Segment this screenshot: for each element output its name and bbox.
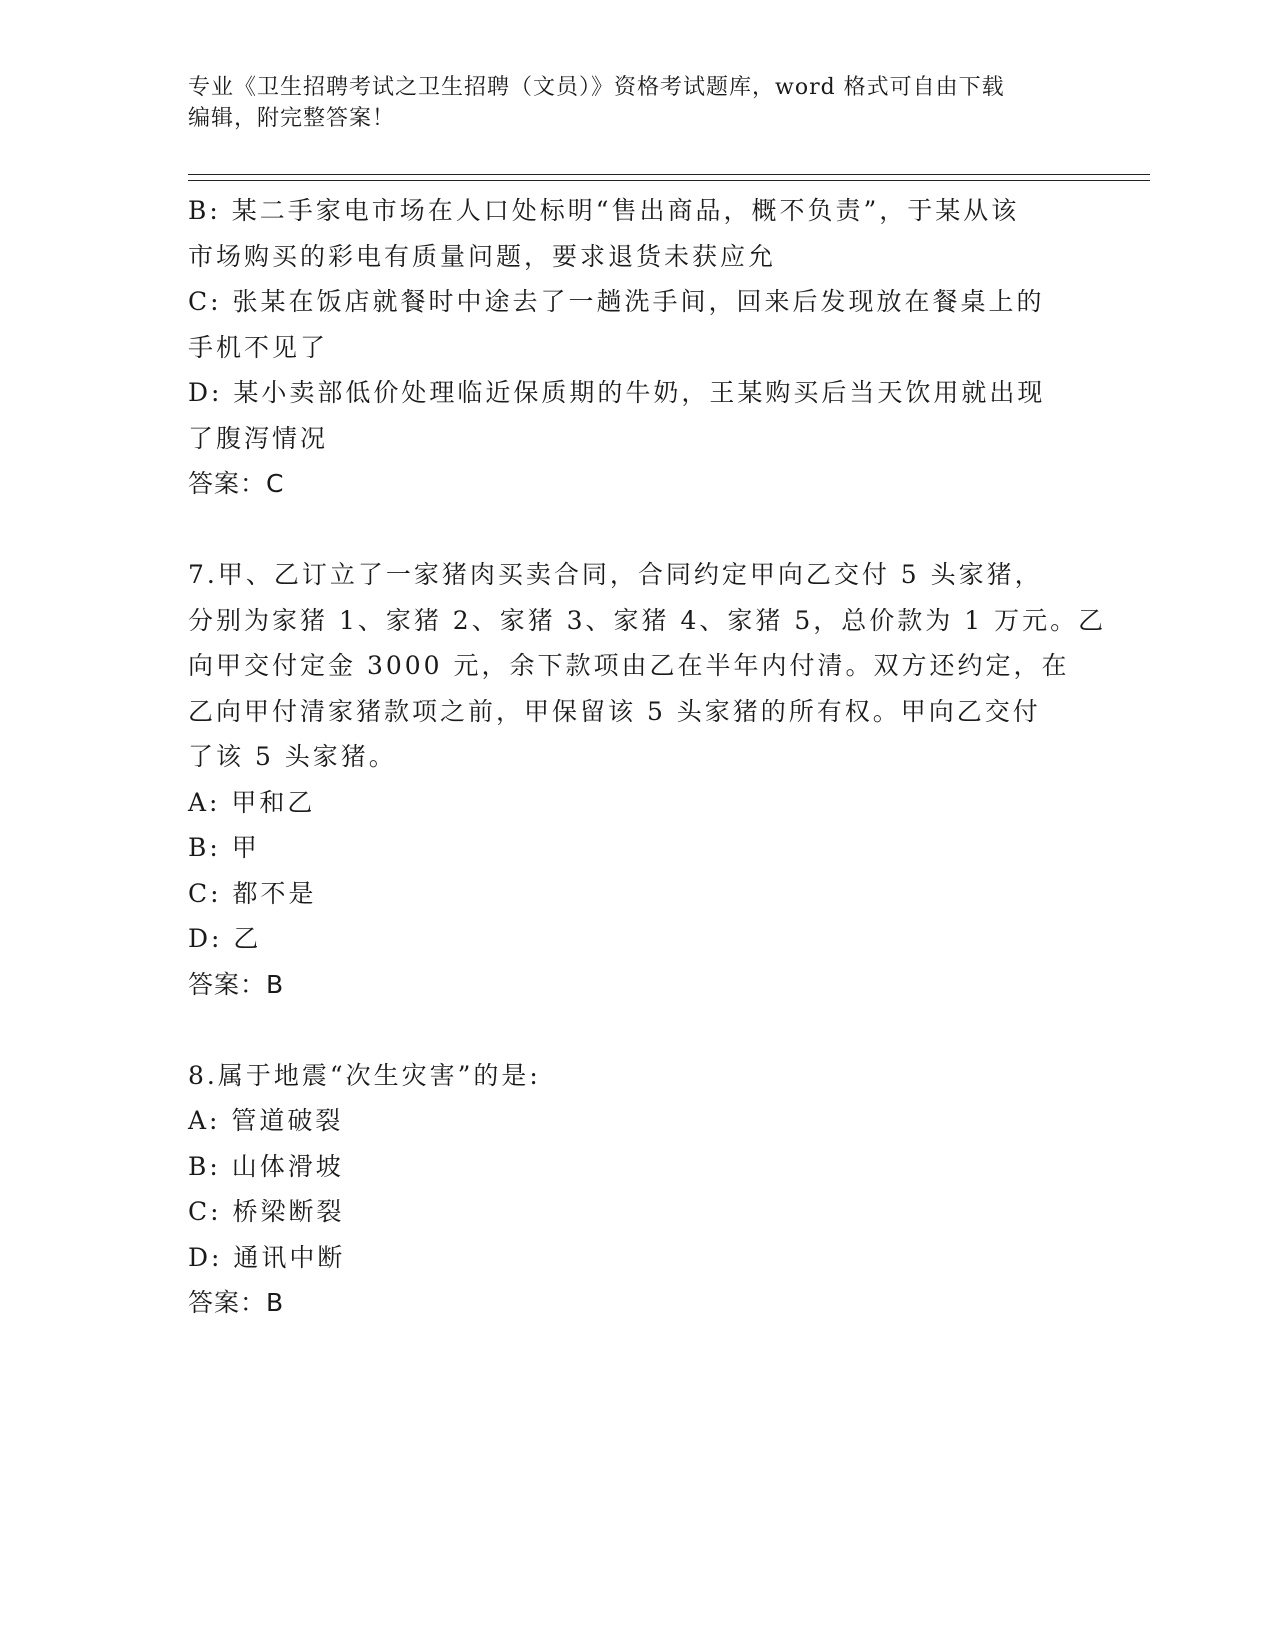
q7-option-d: D: 乙	[188, 924, 262, 953]
q6-answer: 答案：C	[188, 469, 285, 498]
q7-option-a: A: 甲和乙	[188, 787, 316, 817]
question-6-continued	[188, 188, 1088, 507]
q6-option-d-line-2: 了腹泻情况	[188, 423, 329, 453]
q7-stem-line-3: 向甲交付定金 3000 元，余下款项由乙在半年内付清。双方还约定，在	[188, 651, 1070, 680]
header-rule-top	[188, 174, 1150, 175]
q8-answer: 答案：B	[188, 1288, 285, 1317]
q7-option-c: C: 都不是	[188, 878, 317, 908]
q8-option-d: D: 通讯中断	[188, 1242, 346, 1272]
q6-option-b-line-1: B: 某二手家电市场在人口处标明“售出商品，概不负责”，于某从该	[188, 196, 1020, 225]
q7-option-b: B: 甲	[188, 833, 260, 862]
spacer	[188, 507, 1088, 553]
q8-option-b: B: 山体滑坡	[188, 1151, 344, 1181]
q6-option-d-line-1: D: 某小卖部低价处理临近保质期的牛奶，王某购买后当天饮用就出现	[188, 378, 1046, 407]
q8-stem: 8.属于地震“次生灾害”的是:	[188, 1060, 541, 1090]
q6-option-c-line-2: 手机不见了	[188, 332, 329, 362]
q7-stem-line-5: 了该 5 头家猪。	[188, 742, 397, 771]
document-body	[188, 188, 1107, 1326]
question-7	[188, 552, 1107, 1007]
header-rule-bottom	[188, 180, 1150, 181]
q7-stem-line-4: 乙向甲付清家猪款项之前，甲保留该 5 头家猪的所有权。甲向乙交付	[188, 696, 1041, 726]
q7-stem-line-1: 7.甲、乙订立了一家猪肉买卖合同，合同约定甲向乙交付 5 头家猪，	[188, 560, 1043, 589]
question-8	[188, 1053, 1088, 1326]
q7-stem-line-2: 分别为家猪 1、家猪 2、家猪 3、家猪 4、家猪 5，总价款为 1 万元。乙	[188, 605, 1107, 635]
spacer	[188, 1007, 1088, 1053]
q8-option-a: A: 管道破裂	[188, 1106, 344, 1135]
q6-option-b-line-2: 市场购买的彩电有质量问题，要求退货未获应允	[188, 241, 777, 271]
q7-answer: 答案：B	[188, 969, 285, 999]
header-line-1: 专业《卫生招聘考试之卫生招聘（文员）》资格考试题库，word 格式可自由下载	[188, 75, 1005, 100]
q6-option-c-line-1: C: 张某在饭店就餐时中途去了一趟洗手间，回来后发现放在餐桌上的	[188, 287, 1045, 316]
header-line-2: 编辑，附完整答案！	[188, 106, 396, 131]
q8-option-c: C: 桥梁断裂	[188, 1197, 345, 1226]
document-header	[188, 72, 1068, 134]
